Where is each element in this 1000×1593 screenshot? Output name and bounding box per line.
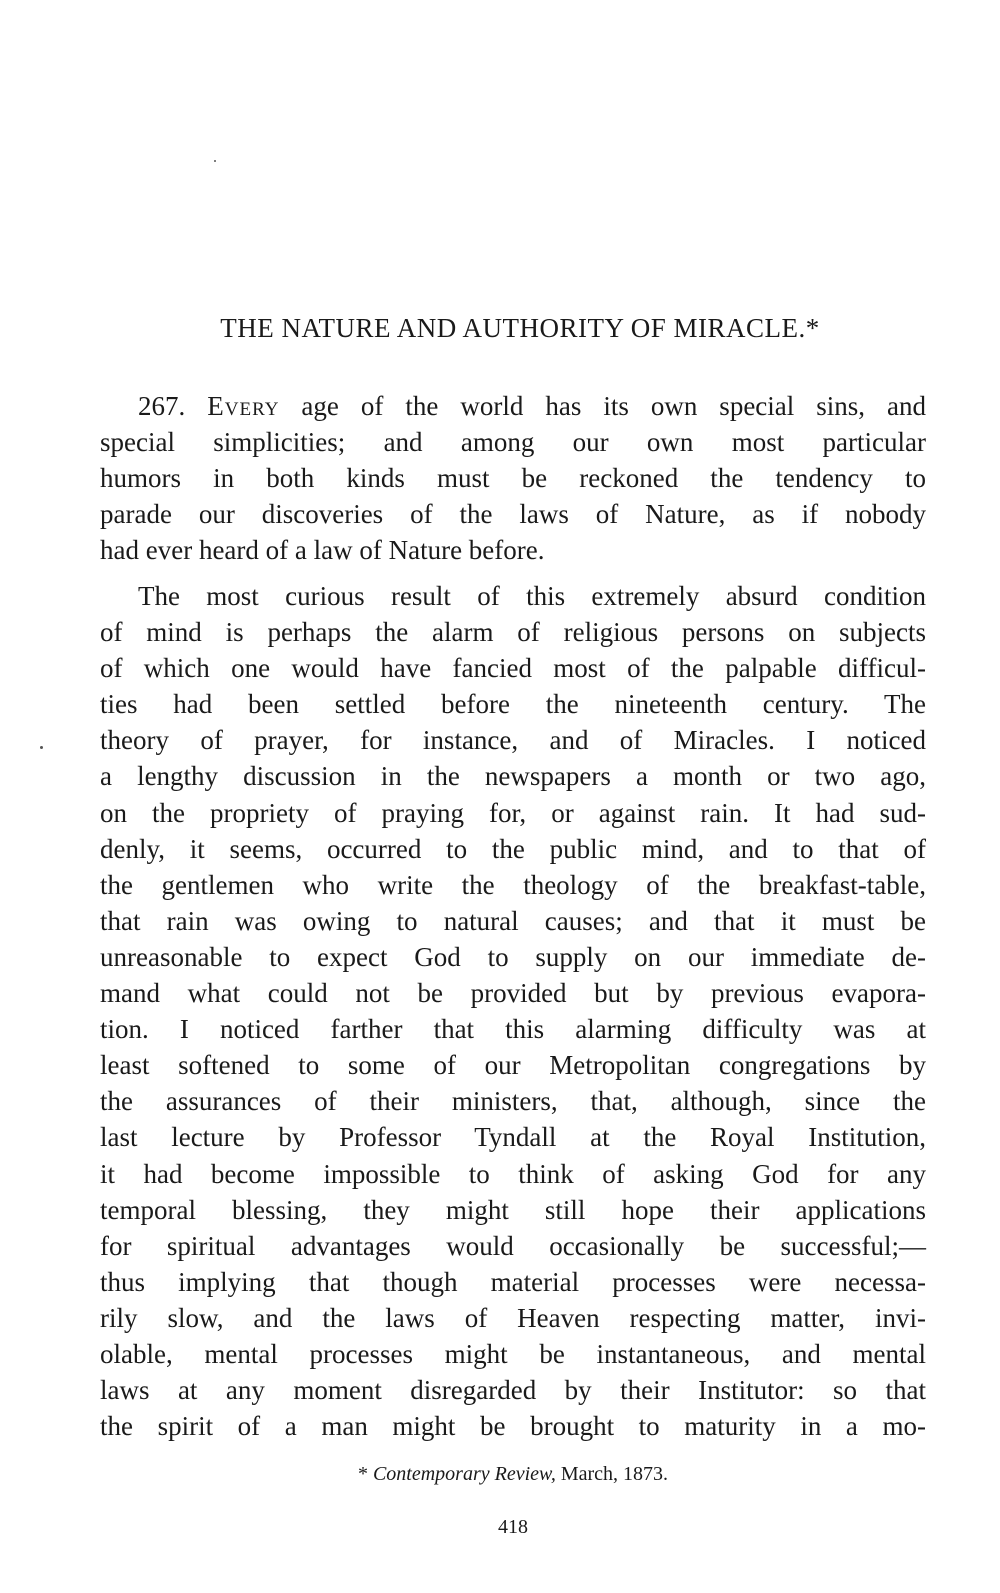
lead-word: Every — [207, 391, 280, 421]
paragraph-line: laws at any moment disregarded by their Institutor: so that — [100, 1375, 926, 1406]
paragraph-line: ties had been settled before the nineteenth century. The — [100, 689, 926, 720]
footnote — [100, 1460, 926, 1488]
footnote-source: Contemporary Review, — [372, 1463, 556, 1485]
paragraph-line: mand what could not be provided but by previous evapora- — [100, 978, 926, 1009]
paragraph-line: of which one would have fancied most of the palpable difficul- — [100, 653, 926, 684]
paragraph-line: it had become impossible to think of asking God for any — [100, 1158, 926, 1189]
paragraph-line: for spiritual advantages would occasionally be successful;— — [100, 1230, 926, 1261]
paragraph-line: a lengthy discussion in the newspapers a month or two ago, — [100, 761, 926, 792]
paragraph-line: humors in both kinds must be reckoned the tendency to — [100, 463, 926, 494]
footnote-date: March, 1873. — [560, 1463, 669, 1485]
paragraph-line: temporal blessing, they might still hope their applications — [100, 1194, 926, 1225]
paragraph-line: had ever heard of a law of Nature before. — [100, 535, 545, 566]
paragraph-line: 267. Every age of the world has its own special sins, and — [138, 391, 927, 421]
section-number: 267. — [138, 391, 186, 421]
scan-speck — [214, 160, 216, 162]
paragraph-line: the spirit of a man might be brought to maturity in a mo- — [100, 1411, 926, 1442]
footnote-marker: * — [357, 1463, 368, 1485]
paragraph-line: olable, mental processes might be instantaneous, and mental — [100, 1338, 926, 1369]
scan-speck — [40, 746, 43, 749]
paragraph-line: special simplicities; and among our own most particular — [100, 427, 926, 458]
paragraph-line: of mind is perhaps the alarm of religious persons on subjects — [100, 617, 926, 648]
paragraph-line: thus implying that though material processes were necessa- — [100, 1266, 926, 1297]
paragraph-line: the assurances of their ministers, that, although, since the — [100, 1086, 926, 1117]
paragraph-line: parade our discoveries of the laws of Nature, as if nobody — [100, 499, 926, 530]
paragraph-line: The most curious result of this extremely absurd condition — [138, 581, 926, 611]
paragraph-line: denly, it seems, occurred to the public mind, and to that of — [100, 833, 926, 864]
paragraph-line: unreasonable to expect God to supply on our immediate de- — [100, 941, 926, 972]
paragraph-2 — [100, 578, 926, 1444]
paragraph-line: that rain was owing to natural causes; and that it must be — [100, 905, 926, 936]
page-number: 418 — [498, 1516, 528, 1538]
paragraph-1 — [100, 388, 926, 568]
paragraph-line: on the propriety of praying for, or against rain. It had sud- — [100, 797, 926, 828]
paragraph-line: the gentlemen who write the theology of the breakfast-table, — [100, 869, 926, 900]
paragraph-line: least softened to some of our Metropolitan congregations by — [100, 1050, 926, 1081]
paragraph-line: theory of prayer, for instance, and of Miracles. I noticed — [100, 725, 926, 756]
paragraph-line: last lecture by Professor Tyndall at the Royal Institution, — [100, 1122, 926, 1153]
paragraph-line: rily slow, and the laws of Heaven respecting matter, invi- — [100, 1302, 926, 1333]
paragraph-line: tion. I noticed farther that this alarming difficulty was at — [100, 1014, 926, 1045]
chapter-title: THE NATURE AND AUTHORITY OF MIRACLE.* — [220, 313, 820, 343]
